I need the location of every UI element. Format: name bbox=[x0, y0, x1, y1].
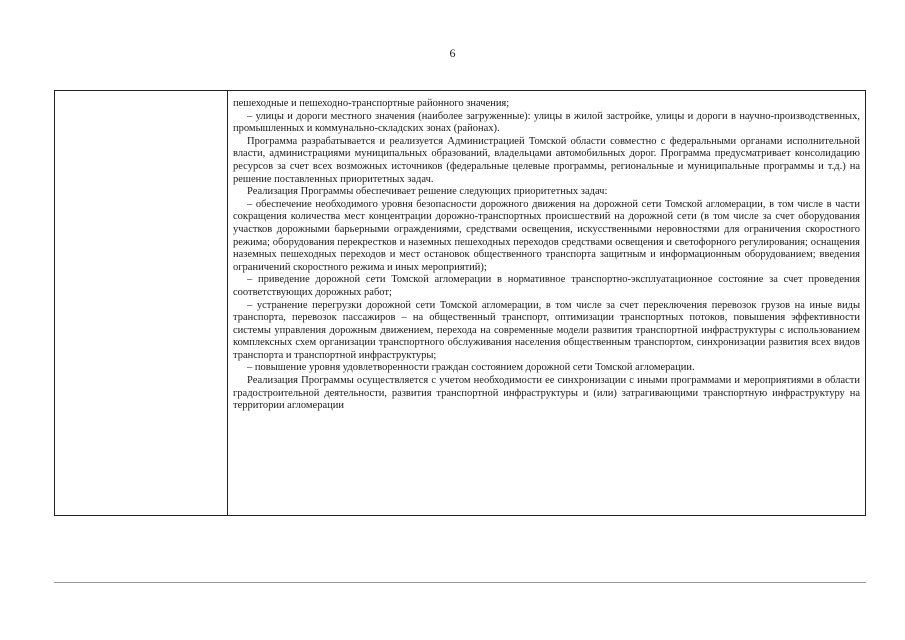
paragraph-program-development: Программа разрабатывается и реализуется Администрацией Томской области совместно с федеральными органами исполнительной власти, администрациями муниципальных образований, владельцами автомобильных дорог. Программа предусматривает консолидацию ресурсов за счет всех возможных источников (федеральные целевые программы, региональные и муниципальные программы и т.д.) на решение поставленных приоритетных задач. bbox=[233, 135, 860, 185]
footer-divider bbox=[54, 582, 866, 583]
paragraph-task-safety: – обеспечение необходимого уровня безопасности дорожного движения на дорожной сети Томской агломерации, в том числе в части сокращения количества мест концентрации дорожно-транспортных происшествий на дорожной сети (в том числе за счет оборудования участков дорожными барьерными ограждениями, средствами освещения, искусственными неровностями для ограничения скоростного режима; оборудования перекрестков и наземных пешеходных переходов средствами освещения и светофорного регулирования; оснащения наземных пешеходных переходов и мест остановок общественного транспорта защитным и информационным оборудованием; введения ограничений скоростного режима и иных мероприятий); bbox=[233, 198, 860, 273]
paragraph-priority-tasks-intro: Реализация Программы обеспечивает решение следующих приоритетных задач: bbox=[247, 186, 608, 198]
table-left-cell bbox=[55, 91, 228, 515]
paragraph-program-synchronization: Реализация Программы осуществляется с учетом необходимости ее синхронизации с иными программами и мероприятиями в области градостроительной деятельности, развития транспортной инфраструктуры и (или) затрагивающими транспортную инфраструктуру на территории агломерации bbox=[233, 375, 860, 412]
paragraph-task-satisfaction: – повышение уровня удовлетворенности граждан состоянием дорожной сети Томской агломерации. bbox=[247, 362, 695, 374]
content-table bbox=[54, 90, 866, 516]
paragraph-local-streets: – улицы и дороги местного значения (наиболее загруженные): улицы в жилой застройке, улицы и дороги в научно-производственных, промышленных и коммунально-складских зонах (районах). bbox=[233, 110, 860, 135]
paragraph-task-normative-state: – приведение дорожной сети Томской агломерации в нормативное транспортно-эксплуатационное состояние за счет проведения соответствующих дорожных работ; bbox=[233, 274, 860, 298]
paragraph-street-types-end: пешеходные и пешеходно-транспортные районного значения; bbox=[233, 98, 510, 109]
paragraph-task-congestion: – устранение перегрузки дорожной сети Томской агломерации, в том числе за счет переключения перевозок грузов на иные виды транспорта, перевозок пассажиров – на общественный транспорт, оптимизации транспортных потоков, повышения эффективности системы управления дорожным движением, перехода на современные модели развития транспортной инфраструктуры с использованием комплексных схем организации транспортного обслуживания населения общественным транспортом, синхронизации развития всех видов транспорта и транспортной инфраструктуры; bbox=[233, 299, 860, 361]
page-number: 6 bbox=[449, 46, 456, 60]
table-right-cell bbox=[228, 91, 865, 515]
